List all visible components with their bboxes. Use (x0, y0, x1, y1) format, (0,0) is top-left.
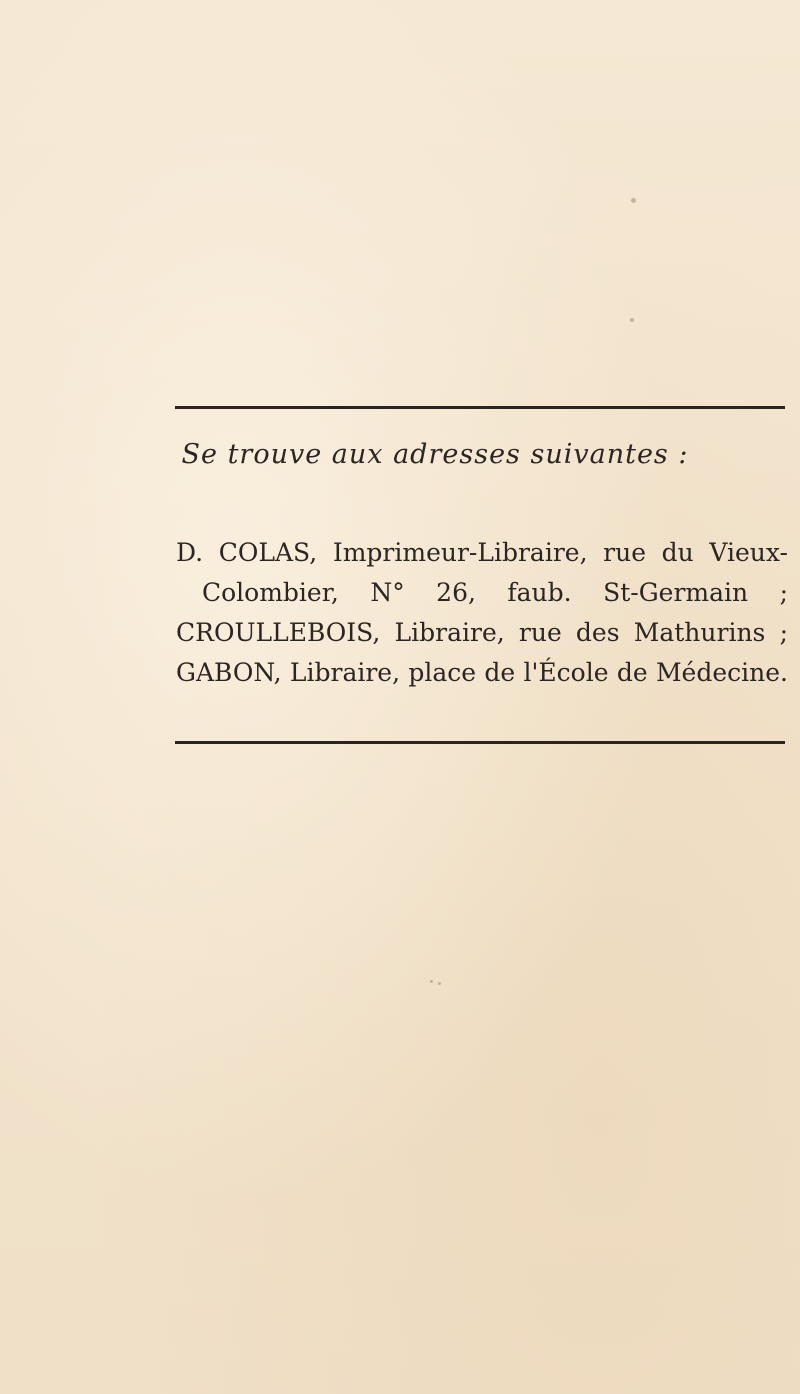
paper-speck (430, 980, 433, 983)
bottom-rule (175, 741, 785, 744)
paper-speck (631, 198, 636, 203)
address-entry-line: GABON, Libraire, place de l'École de Médecine. (176, 658, 788, 687)
address-heading: Se trouve aux adresses suivantes : (181, 439, 689, 470)
address-entry-line: D. COLAS, Imprimeur-Libraire, rue du Vieux- (176, 538, 788, 567)
address-entry-line: CROULLEBOIS, Libraire, rue des Mathurins ; (176, 618, 788, 647)
address-list (176, 533, 788, 693)
paper-speck (438, 982, 441, 985)
address-entry-gabon (176, 653, 788, 693)
address-entry-colas (176, 533, 788, 613)
paper-speck (630, 318, 634, 322)
address-entry-croullebois (176, 613, 788, 653)
top-rule (175, 406, 785, 409)
address-entry-line: Colombier, N° 26, faub. St-Germain ; (202, 578, 788, 607)
